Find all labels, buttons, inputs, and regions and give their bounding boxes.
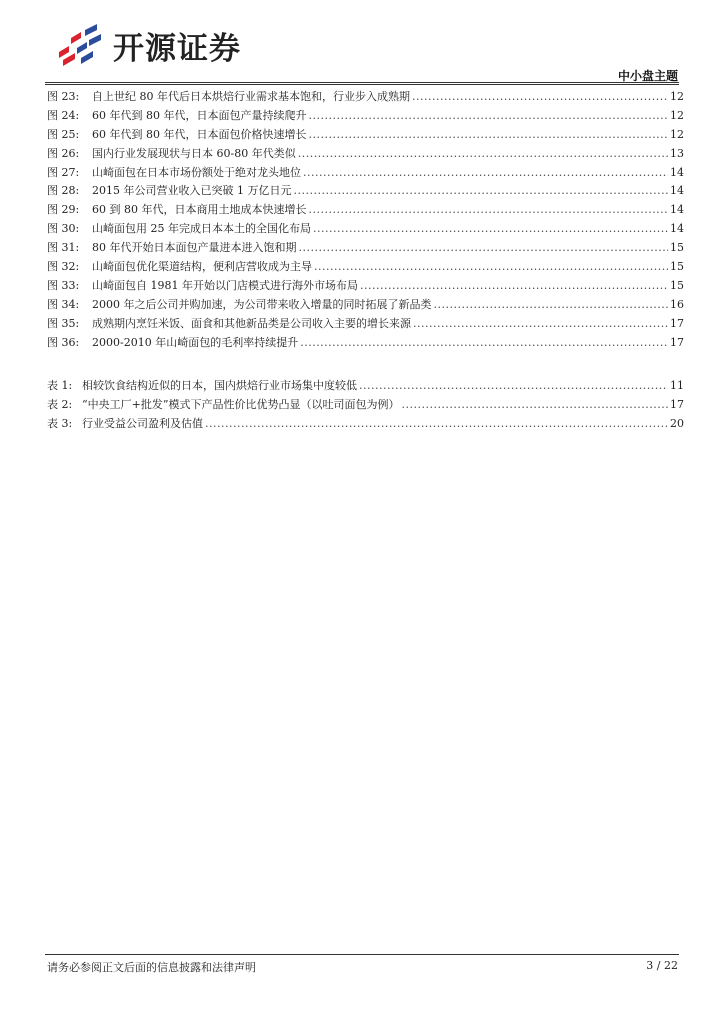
- figure-entry[interactable]: [47, 258, 684, 277]
- entry-label: 图 30:: [47, 222, 80, 236]
- table-entry[interactable]: [47, 396, 684, 415]
- entry-label: 图 27:: [47, 165, 80, 179]
- entry-page: 20: [670, 416, 684, 430]
- page-number: 3 / 22: [646, 959, 678, 972]
- entry-title: 自上世纪 80 年代后日本烘焙行业需求基本饱和，行业步入成熟期: [92, 90, 410, 103]
- entry-title: “中央工厂+批发”模式下产品性价比优势凸显（以吐司面包为例）: [82, 397, 400, 411]
- dot-leader: [412, 88, 668, 107]
- figure-entry[interactable]: [47, 164, 684, 183]
- dot-leader: [303, 164, 668, 183]
- entry-page: 14: [670, 165, 684, 179]
- entry-label: 表 1:: [47, 379, 73, 392]
- dot-leader: [298, 145, 668, 164]
- entry-title: 山崎面包优化渠道结构，便利店营收成为主导: [92, 260, 312, 274]
- entry-title: 行业受益公司盈利及估值: [82, 416, 203, 430]
- dot-leader: [293, 182, 668, 201]
- dot-leader: [205, 415, 668, 434]
- section-title: 中小盘主题: [617, 69, 678, 83]
- dot-leader: [308, 201, 668, 220]
- dot-leader: [300, 334, 668, 353]
- entry-label: 图 35:: [47, 316, 80, 330]
- figure-entry[interactable]: [47, 107, 684, 126]
- figure-entry[interactable]: [47, 182, 684, 201]
- entry-page: 15: [670, 278, 684, 292]
- entry-title: 山崎面包在日本市场份额处于绝对龙头地位: [92, 165, 301, 179]
- entry-label: 图 25:: [47, 127, 80, 141]
- entry-page: 14: [670, 184, 684, 198]
- entry-page: 17: [670, 397, 684, 411]
- dot-leader: [313, 220, 668, 239]
- dot-leader: [359, 377, 668, 396]
- entry-label: 图 33:: [47, 278, 80, 292]
- dot-leader: [360, 277, 668, 296]
- header-divider-secondary: [45, 84, 679, 85]
- entry-title: 山崎面包用 25 年完成日本本土的全国化布局: [92, 222, 311, 236]
- entry-page: 12: [670, 90, 684, 103]
- entry-page: 17: [670, 316, 684, 330]
- figure-entry[interactable]: [47, 239, 684, 258]
- figure-entry[interactable]: [47, 145, 684, 164]
- entry-page: 15: [670, 260, 684, 274]
- entry-label: 图 26:: [47, 146, 80, 160]
- entry-page: 13: [670, 146, 684, 160]
- entry-page: 16: [670, 297, 684, 311]
- entry-label: 图 36:: [47, 335, 80, 349]
- table-entry[interactable]: [47, 415, 684, 434]
- entry-page: 15: [670, 241, 684, 255]
- brand-mark-icon: [55, 22, 107, 68]
- entry-label: 图 24:: [47, 108, 80, 122]
- entry-title: 山崎面包自 1981 年开始以门店模式进行海外市场布局: [92, 278, 358, 292]
- entry-page: 14: [670, 203, 684, 217]
- entry-title: 2000 年之后公司并购加速，为公司带来收入增量的同时拓展了新品类: [92, 297, 432, 311]
- dot-leader: [308, 107, 668, 126]
- entry-label: 表 2:: [47, 397, 73, 411]
- entry-page: 14: [670, 222, 684, 236]
- figure-entry[interactable]: [47, 296, 684, 315]
- entry-label: 图 23:: [47, 90, 80, 103]
- entry-page: 12: [670, 127, 684, 141]
- entry-title: 2015 年公司营业收入已突破 1 万亿日元: [92, 184, 292, 198]
- brand-name: 开源证券: [113, 30, 241, 67]
- entry-title: 相较饮食结构近似的日本，国内烘焙行业市场集中度较低: [82, 379, 357, 392]
- dot-leader: [401, 396, 668, 415]
- entry-page: 17: [670, 335, 684, 349]
- entry-title: 2000-2010 年山崎面包的毛利率持续提升: [92, 335, 299, 349]
- dot-leader: [314, 258, 668, 277]
- entry-label: 图 31:: [47, 241, 80, 255]
- table-entry[interactable]: [47, 377, 684, 396]
- table-index: [47, 377, 684, 434]
- entry-label: 图 29:: [47, 203, 80, 217]
- figure-entry[interactable]: [47, 315, 684, 334]
- figure-entry[interactable]: [47, 220, 684, 239]
- figure-index: [47, 88, 684, 352]
- entry-label: 图 32:: [47, 260, 80, 274]
- entry-title: 60 到 80 年代，日本商用土地成本快速增长: [92, 203, 307, 217]
- figure-entry[interactable]: [47, 88, 684, 107]
- figure-entry[interactable]: [47, 201, 684, 220]
- dot-leader: [413, 315, 668, 334]
- header-divider: [45, 82, 679, 83]
- entry-title: 60 年代到 80 年代，日本面包产量持续爬升: [92, 108, 307, 122]
- dot-leader: [299, 239, 669, 258]
- footer-divider: [45, 954, 679, 955]
- entry-label: 表 3:: [47, 416, 73, 430]
- entry-label: 图 34:: [47, 297, 80, 311]
- entry-title: 成熟期内烹饪米饭、面食和其他新品类是公司收入主要的增长来源: [92, 316, 411, 330]
- figure-entry[interactable]: [47, 277, 684, 296]
- brand-logo: [55, 22, 241, 68]
- figure-entry[interactable]: [47, 334, 684, 353]
- entry-page: 12: [670, 108, 684, 122]
- entry-title: 80 年代开始日本面包产量进本进入饱和期: [92, 241, 297, 255]
- dot-leader: [434, 296, 669, 315]
- dot-leader: [308, 126, 668, 145]
- figure-entry[interactable]: [47, 126, 684, 145]
- entry-label: 图 28:: [47, 184, 80, 198]
- entry-title: 60 年代到 80 年代，日本面包价格快速增长: [92, 127, 307, 141]
- entry-page: 11: [670, 379, 684, 392]
- footer-disclaimer: 请务必参阅正文后面的信息披露和法律声明: [47, 961, 256, 974]
- entry-title: 国内行业发展现状与日本 60-80 年代类似: [92, 146, 296, 160]
